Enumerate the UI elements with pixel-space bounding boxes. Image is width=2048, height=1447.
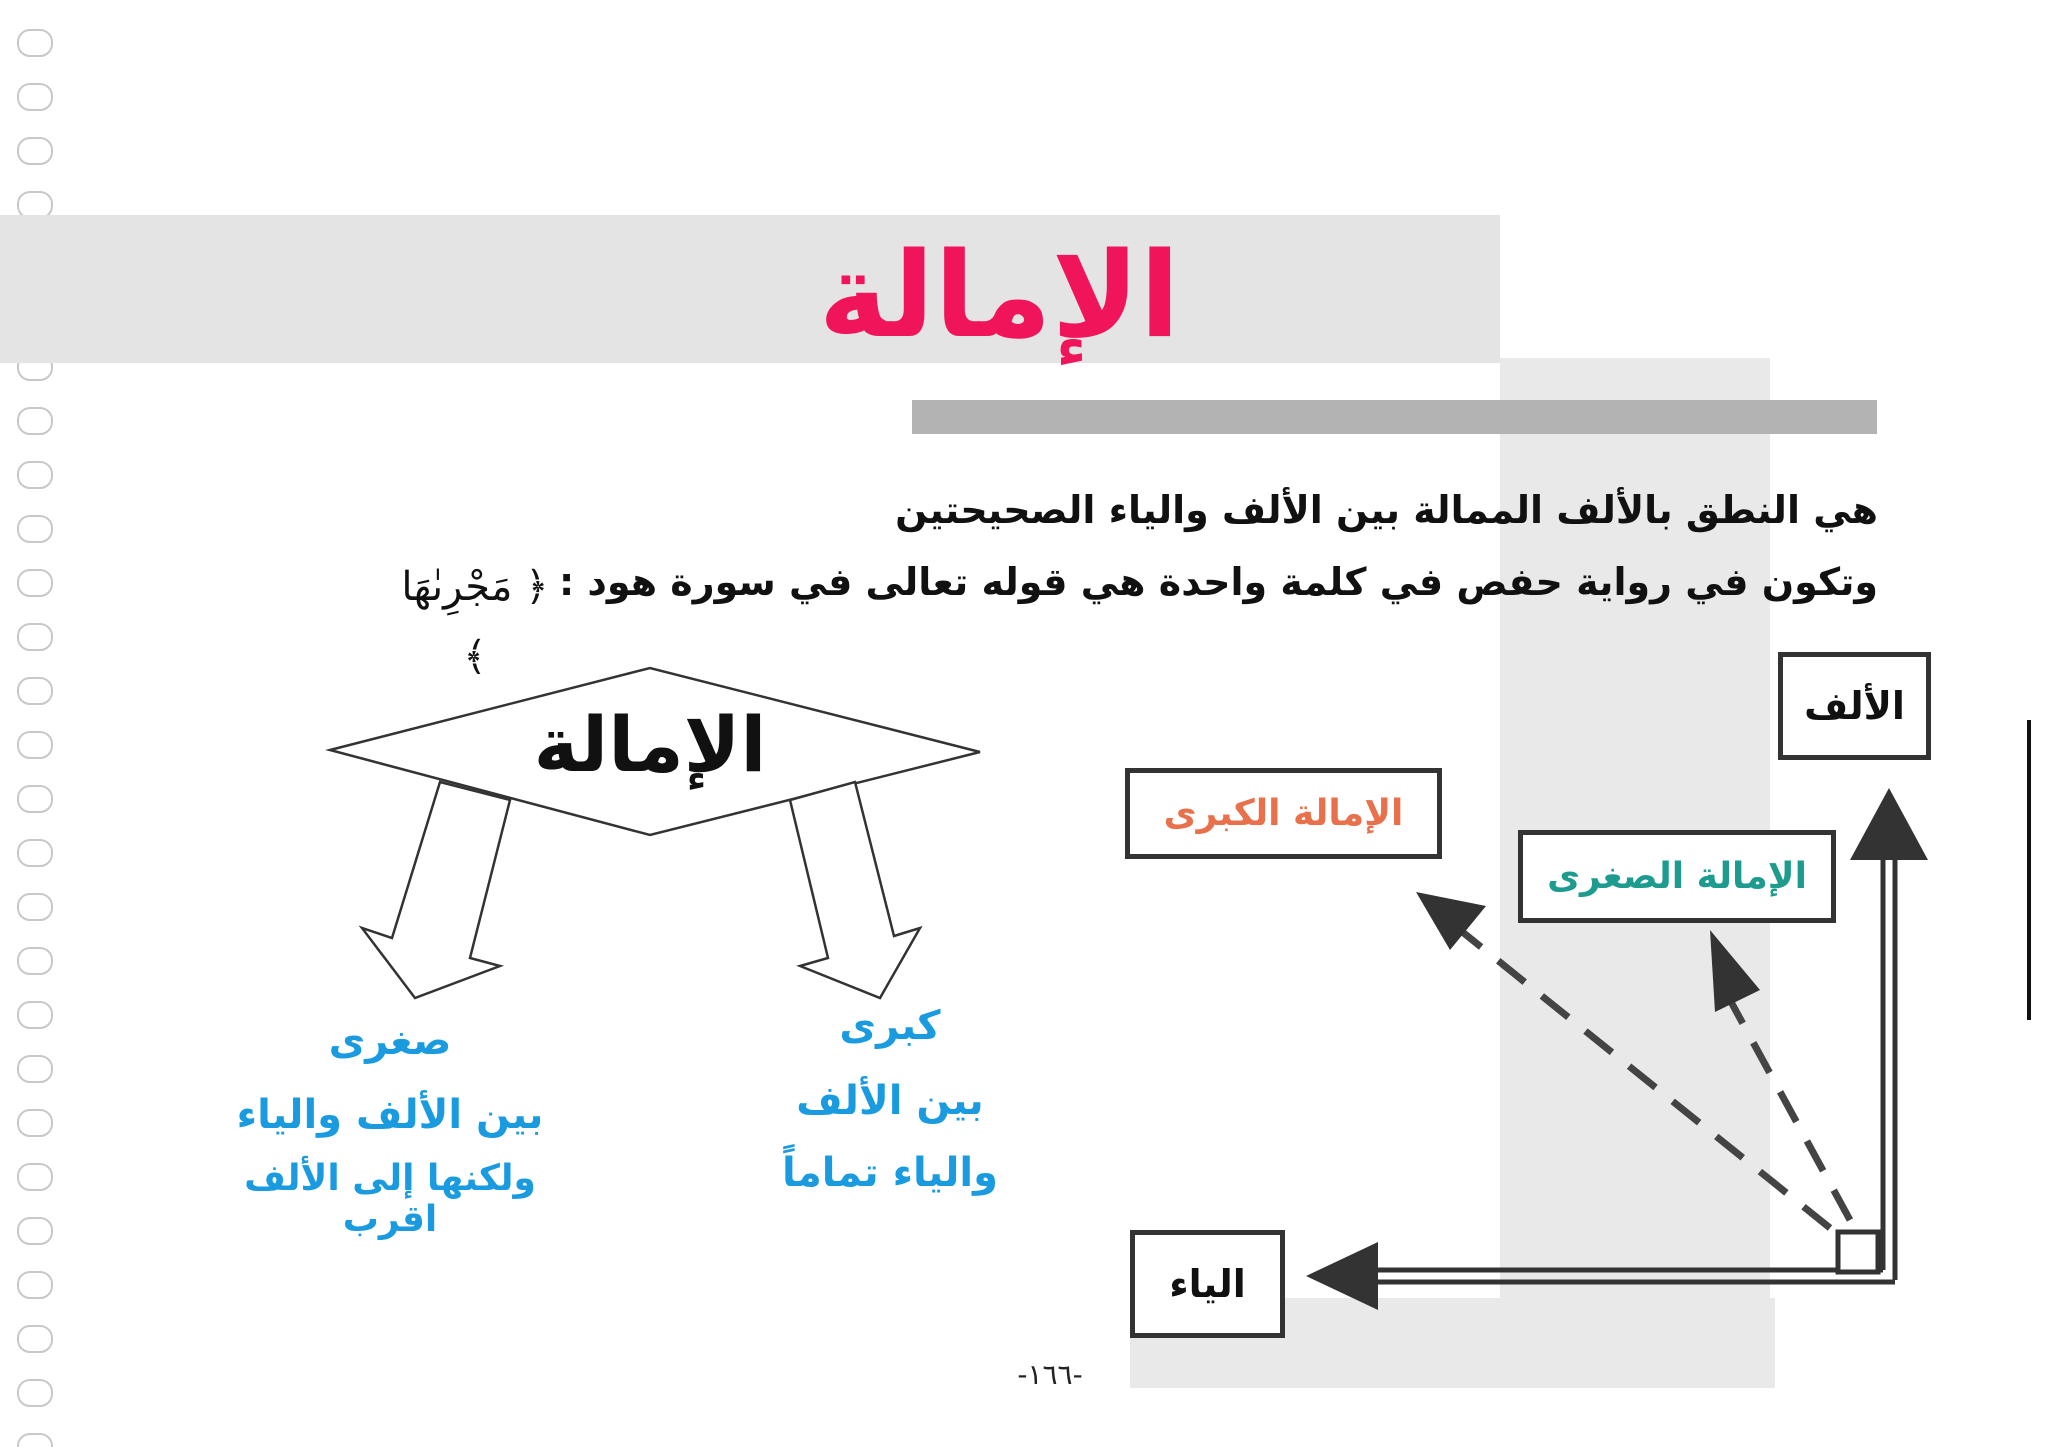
binding-hole [18, 1380, 52, 1406]
title-rule [912, 400, 1877, 434]
binding-hole [18, 516, 52, 542]
kubra-description-2: والياء تماماً [782, 1150, 998, 1196]
page-number: -١٦٦- [1017, 1358, 1083, 1391]
binding-hole [18, 84, 52, 110]
binding-hole [18, 570, 52, 596]
binding-hole [18, 1272, 52, 1298]
binding-hole [18, 30, 52, 56]
binding-hole [18, 894, 52, 920]
alif-box: الألف [1778, 652, 1931, 760]
binding-hole [18, 1218, 52, 1244]
binding-hole [18, 678, 52, 704]
binding-hole [18, 732, 52, 758]
binding-hole [18, 948, 52, 974]
binding-hole [18, 624, 52, 650]
binding-hole [18, 1326, 52, 1352]
left-down-arrow [362, 782, 510, 998]
title-band [0, 215, 1500, 363]
binding-hole [18, 1002, 52, 1028]
imala-kubra-box: الإمالة الكبرى [1125, 768, 1442, 859]
binding-hole [18, 408, 52, 434]
right-down-arrow [790, 782, 920, 998]
binding-hole [18, 1164, 52, 1190]
binding-hole [18, 786, 52, 812]
quran-word: ﴿ مَجْرِىٰهَا ﴾ [401, 564, 549, 680]
binding-hole [18, 1056, 52, 1082]
binding-hole [18, 1110, 52, 1136]
corner-square [1838, 1232, 1878, 1272]
dashed-line-kubra [1460, 930, 1830, 1228]
up-arrow-head [1850, 788, 1928, 860]
kubra-title: كبرى [839, 1003, 941, 1049]
left-arrow-head [1306, 1242, 1378, 1310]
ya-box: الياء [1130, 1230, 1285, 1338]
imala-sughra-box: الإمالة الصغرى [1518, 830, 1836, 923]
binding-hole [18, 462, 52, 488]
diamond-label: الإمالة [533, 700, 767, 789]
binding-hole [18, 138, 52, 164]
definition-line-2: وتكون في رواية حفص في كلمة واحدة هي قوله تعالى في سورة هود : [558, 560, 1878, 604]
margin-mark [2027, 720, 2031, 1020]
definition-line-1: هي النطق بالألف الممالة بين الألف والياء الصحيحتين [895, 488, 1878, 532]
binding-hole [18, 840, 52, 866]
sughra-arrow-head [1710, 930, 1760, 1012]
sughra-description-1: بين الألف والياء [236, 1092, 544, 1138]
page-title: الإمالة [818, 226, 1180, 364]
kubra-description-1: بين الألف [796, 1078, 984, 1124]
sughra-description-2: ولكنها إلى الألف اقرب [244, 1158, 536, 1240]
dashed-line-sughra [1730, 1000, 1850, 1220]
binding-hole [18, 1434, 52, 1447]
sughra-title: صغرى [328, 1018, 452, 1064]
